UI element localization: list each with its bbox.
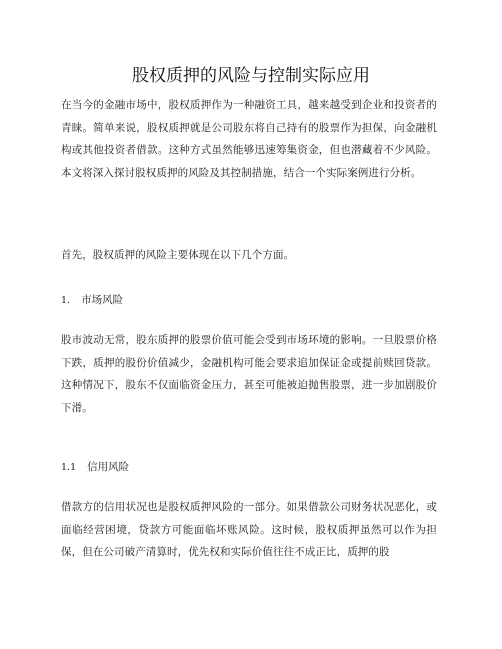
section-heading-market-risk — [61, 292, 123, 309]
intro-paragraph: 在当今的金融市场中，股权质押作为一种融资工具，越来越受到企业和投资者的青睐。简单来说，股权质押就是公司股东将自己持有的股票作为担保，向金融机构或其他投资者借款。这种方式虽然能够迅速筹集资金，但也潜藏着不少风险。本文将深入探讨股权质押的风险及其控制措施，结合一个实际案例进行分析。 — [61, 99, 437, 179]
market-risk-paragraph: 股市波动无常，股东质押的股票价值可能会受到市场环境的影响。一旦股票价格下跌，质押的股份价值减少，金融机构可能会要求追加保证金或提前赎回贷款。这种情况下，股东不仅面临资金压力，甚至可能被迫抛售股票，进一步加剧股价下滑。 — [61, 334, 437, 414]
lead-paragraph: 首先，股权质押的风险主要体现在以下几个方面。 — [61, 249, 295, 261]
document-title: 股权质押的风险与控制实际应用 — [132, 66, 370, 86]
section-number: 1.1 — [61, 462, 77, 473]
credit-risk-paragraph: 借款方的信用状况也是股权质押风险的一部分。如果借款公司财务状况恶化，或面临经营困境，贷款方可能面临坏账风险。这时候，股权质押虽然可以作为担保，但在公司破产清算时，优先权和实际价值往往不成正比，质押的股 — [61, 501, 437, 559]
section-heading-credit-risk — [61, 459, 129, 476]
section-heading-label: 市场风险 — [81, 294, 124, 306]
section-heading-label: 信用风险 — [87, 461, 130, 473]
section-number: 1. — [61, 295, 71, 306]
